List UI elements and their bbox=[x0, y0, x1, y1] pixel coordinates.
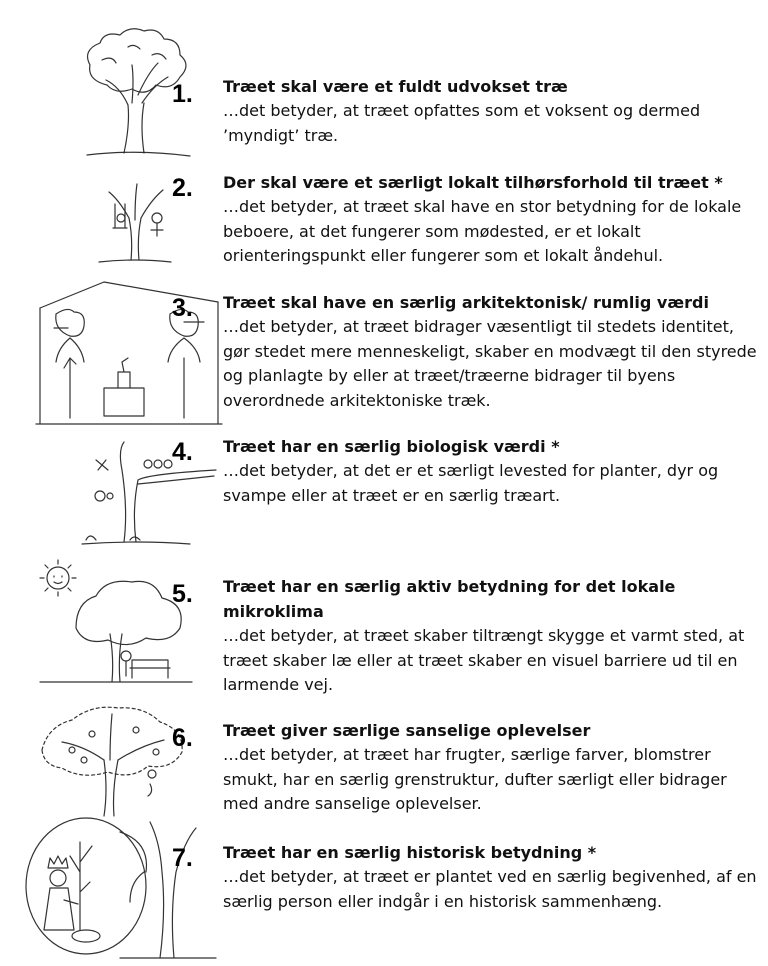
item-body: …det betyder, at træet skal have en stor betydning for de lokale beboere, at det fungerer som mødested, er et lokalt orienteringspunkt eller fungerer som et lokalt åndehul. bbox=[223, 197, 742, 265]
item-number: 7. bbox=[172, 844, 193, 872]
fruit-tree-sketch-icon bbox=[32, 700, 192, 820]
item-number: 5. bbox=[172, 580, 193, 608]
item-body: …det betyder, at træet er plantet ved en særlig begivenhed, af en særlig person eller indgår i en historisk sammenhæng. bbox=[223, 867, 757, 911]
item-body: …det betyder, at det er et særligt levested for planter, dyr og svampe eller at træet er en særlig træart. bbox=[223, 461, 719, 505]
item-number: 4. bbox=[172, 438, 193, 466]
item-body: …det betyder, at træet opfattes som et voksent og dermed ’myndigt’ træ. bbox=[223, 101, 701, 145]
item-number: 6. bbox=[172, 724, 193, 752]
item-title: Træet har en særlig aktiv betydning for det lokale mikroklima bbox=[223, 577, 676, 621]
item-number: 3. bbox=[172, 294, 193, 322]
item-title: Træet giver særlige sanselige oplevelser bbox=[223, 721, 591, 740]
item-number: 1. bbox=[172, 80, 193, 108]
item-title: Der skal være et særligt lokalt tilhørsforhold til træet * bbox=[223, 173, 723, 192]
item-number: 2. bbox=[172, 174, 193, 202]
item-title: Træet skal have en særlig arkitektonisk/ rumlig værdi bbox=[223, 293, 709, 312]
trees-and-building-sketch-icon bbox=[34, 278, 224, 428]
item-body: …det betyder, at træet skaber tiltrængt skygge et varmt sted, at træet skaber læ eller at træet skaber en visuel barriere ud til en larmende vej. bbox=[223, 626, 745, 694]
item-title: Træet skal være et fuldt udvokset træ bbox=[223, 77, 568, 96]
item-title: Træet har en særlig biologisk værdi * bbox=[223, 437, 560, 456]
item-body: …det betyder, at træet har frugter, særlige farver, blomstrer smukt, har en særlig grenstruktur, dufter særligt eller bidrager med andre sanselige oplevelser. bbox=[223, 745, 727, 813]
tree-with-swing-sketch-icon bbox=[95, 178, 175, 268]
royal-planting-sketch-icon bbox=[20, 812, 220, 962]
tree-with-birds-sketch-icon bbox=[78, 440, 218, 550]
item-body: …det betyder, at træet bidrager væsentligt til stedets identitet, gør stedet mere menneskeligt, skaber en modvægt til den styrede og planlagte by eller at træet/træerne bidrager til byens overordnede arkitektoniske træk. bbox=[223, 317, 757, 410]
item-title: Træet har en særlig historisk betydning * bbox=[223, 843, 597, 862]
sun-tree-bench-sketch-icon bbox=[36, 558, 196, 688]
